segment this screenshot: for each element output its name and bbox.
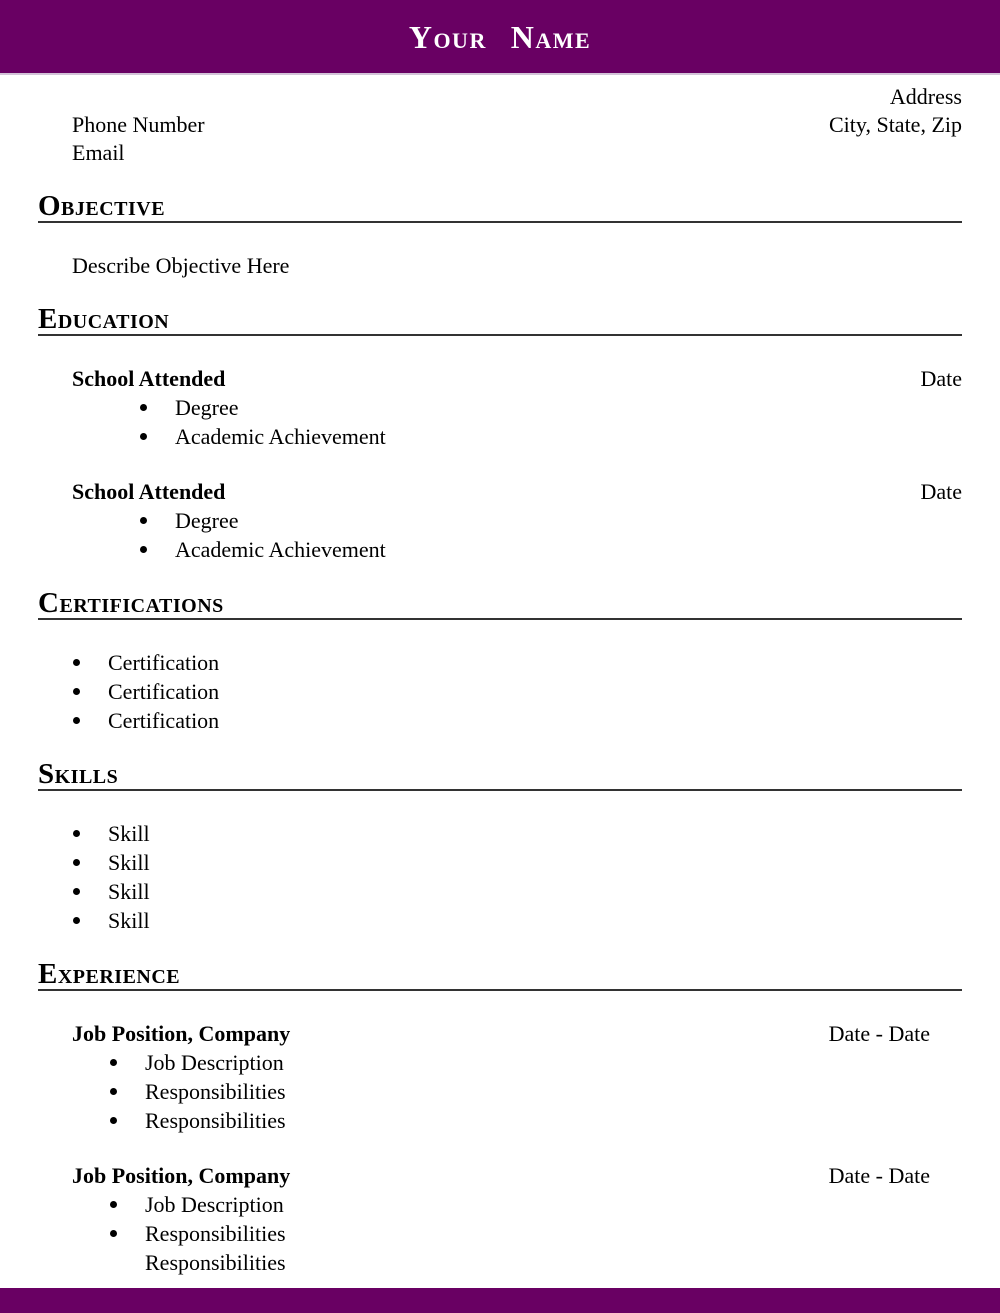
contact-phone: Phone Number (72, 112, 205, 137)
education-entry (38, 477, 962, 564)
experience-bullet-text: Responsibilities (145, 1108, 286, 1133)
list-item (38, 422, 962, 451)
bullet-icon (110, 1230, 117, 1237)
bullet-icon (110, 1059, 117, 1066)
list-item (38, 848, 962, 877)
school-name: School Attended (72, 479, 226, 504)
list-item (38, 819, 962, 848)
experience-bullet-text: Job Description (145, 1050, 284, 1075)
bullet-icon (73, 688, 80, 695)
header-accent-line (0, 73, 1000, 75)
name-title: Your Name (408, 18, 592, 55)
education-date: Date (920, 479, 962, 504)
section-heading-skills: Skills (38, 759, 962, 791)
section-heading-objective: Objective (38, 191, 962, 223)
experience-entry (38, 1019, 962, 1135)
contact-row-phone-city (38, 111, 962, 139)
bullet-icon (73, 888, 80, 895)
list-item (38, 1190, 962, 1219)
bullet-icon (73, 917, 80, 924)
certification-text: Certification (108, 650, 220, 675)
experience-entry-head (38, 1019, 962, 1048)
education-entry-head (38, 364, 962, 393)
education-entry (38, 364, 962, 451)
list-item (38, 1048, 962, 1077)
footer-bar (0, 1288, 1000, 1313)
education-bullet-text: Academic Achievement (175, 424, 386, 449)
education-date: Date (920, 366, 962, 391)
experience-plain-line: Responsibilities (145, 1250, 286, 1275)
list-item (38, 1219, 962, 1248)
header-bar (0, 0, 1000, 73)
experience-bullet-text: Job Description (145, 1192, 284, 1217)
education-bullet-text: Academic Achievement (175, 537, 386, 562)
contact-row-address (38, 83, 962, 111)
experience-bullet-text: Responsibilities (145, 1221, 286, 1246)
bullet-icon (140, 433, 147, 440)
list-item (38, 677, 962, 706)
experience-entry (38, 1161, 962, 1277)
skills-list (38, 819, 962, 935)
list-item (38, 648, 962, 677)
bullet-icon (73, 659, 80, 666)
bullet-icon (140, 517, 147, 524)
list-item (38, 1077, 962, 1106)
list-item (38, 393, 962, 422)
bullet-icon (140, 546, 147, 553)
bullet-icon (140, 404, 147, 411)
list-item (38, 506, 962, 535)
section-heading-certifications: Certifications (38, 588, 962, 620)
contact-address: Address (889, 84, 962, 109)
certification-text: Certification (108, 708, 220, 733)
experience-date: Date - Date (828, 1163, 930, 1188)
experience-entry-head (38, 1161, 962, 1190)
skill-text: Skill (108, 850, 150, 875)
list-item (38, 706, 962, 735)
skill-text: Skill (108, 879, 150, 904)
school-name: School Attended (72, 366, 226, 391)
contact-city-state-zip: City, State, Zip (828, 112, 962, 137)
education-bullet-text: Degree (175, 508, 239, 533)
job-position: Job Position, Company (72, 1163, 291, 1188)
bullet-icon (73, 717, 80, 724)
job-position: Job Position, Company (72, 1021, 291, 1046)
bullet-icon (73, 830, 80, 837)
list-item (38, 1106, 962, 1135)
contact-block (38, 83, 962, 167)
list-item (38, 877, 962, 906)
certification-text: Certification (108, 679, 220, 704)
bullet-icon (110, 1117, 117, 1124)
list-item (38, 535, 962, 564)
section-heading-education: Education (38, 304, 962, 336)
experience-bullet-text: Responsibilities (145, 1079, 286, 1104)
resume-content (0, 83, 1000, 1277)
bullet-icon (110, 1088, 117, 1095)
skill-text: Skill (108, 821, 150, 846)
skill-text: Skill (108, 908, 150, 933)
contact-email: Email (72, 140, 125, 165)
education-bullet-text: Degree (175, 395, 239, 420)
bullet-icon (110, 1201, 117, 1208)
list-item (38, 906, 962, 935)
experience-date: Date - Date (828, 1021, 930, 1046)
objective-text: Describe Objective Here (72, 253, 290, 278)
contact-row-email (38, 139, 962, 167)
education-entry-head (38, 477, 962, 506)
bullet-icon (73, 859, 80, 866)
certifications-list (38, 648, 962, 735)
section-heading-experience: Experience (38, 959, 962, 991)
